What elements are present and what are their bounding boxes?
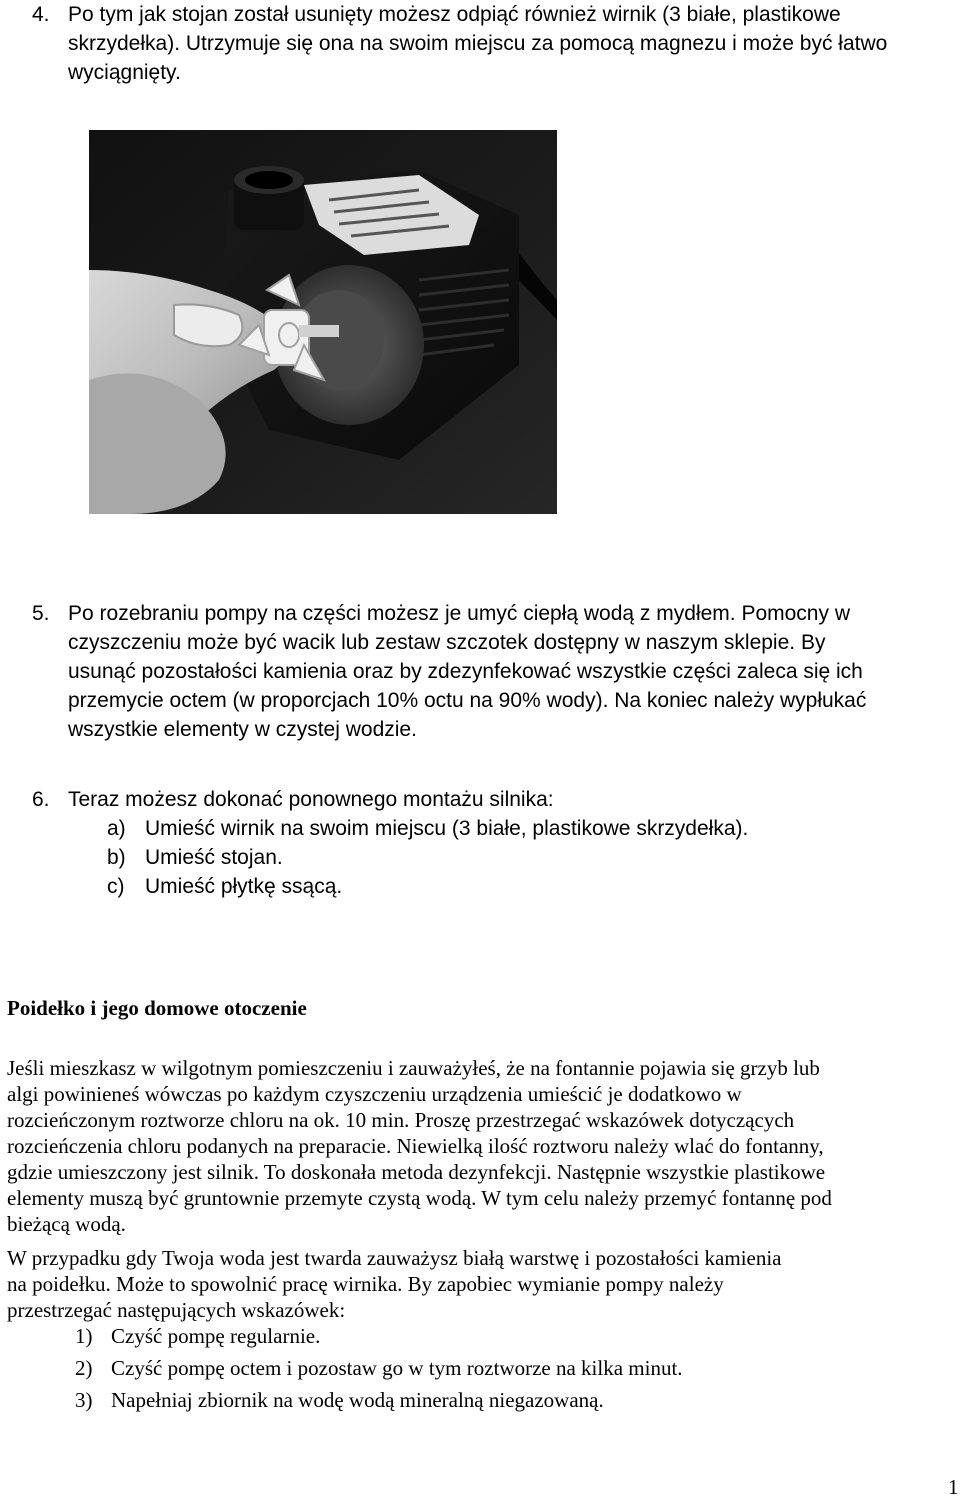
step-4-number: 4. — [32, 3, 50, 26]
paragraph-1-line: algi powinieneś wówczas po każdym czyszczeniu urządzenia umieścić je dodatkowo w — [7, 1082, 742, 1106]
step-5-line-4: przemycie octem (w proporcjach 10% octu na 90% wody). Na koniec należy wypłukać — [68, 689, 867, 712]
paragraph-1-line: elementy muszą być gruntownie przemyte czystą wodą. W tym celu należy przemyć fontannę pod — [7, 1186, 832, 1210]
step-6-sub-a-text: Umieść wirnik na swoim miejscu (3 białe, plastikowe skrzydełka). — [145, 817, 749, 840]
step-6-sub-b-label: b) — [107, 846, 126, 869]
step-5-line-5: wszystkie elementy w czystej wodzie. — [68, 718, 417, 741]
step-6-line-1: Teraz możesz dokonać ponownego montażu silnika: — [68, 788, 554, 811]
pump-impeller-photo — [89, 130, 557, 514]
paragraph-1-line: rozcieńczenia chloru podanych na preparacie. Niewielką ilość roztworu należy wlać do fontanny, — [7, 1134, 824, 1158]
paragraph-2-line: W przypadku gdy Twoja woda jest twarda zauważysz białą warstwę i pozostałości kamienia — [7, 1246, 782, 1270]
step-5-line-2: czyszczeniu może być wacik lub zestaw szczotek dostępny w naszym sklepie. By — [68, 631, 826, 654]
step-6-sub-a-label: a) — [107, 817, 126, 840]
tip-3-label: 3) — [75, 1388, 93, 1412]
tip-3-text: Napełniaj zbiornik na wodę wodą mineralną niegazowaną. — [111, 1388, 604, 1412]
paragraph-1-line: gdzie umieszczony jest silnik. To doskonała metoda dezynfekcji. Następnie wszystkie plastikowe — [7, 1160, 826, 1184]
paragraph-2-line: przestrzegać następujących wskazówek: — [7, 1298, 346, 1322]
step-5-line-3: usunąć pozostałości kamienia oraz by zdezynfekować wszystkie części zaleca się ich — [68, 660, 863, 683]
paragraph-1-line: bieżącą wodą. — [7, 1212, 126, 1236]
step-4-line-2: skrzydełka). Utrzymuje się ona na swoim miejscu za pomocą magnezu i może być łatwo — [68, 32, 888, 55]
tip-1-label: 1) — [75, 1324, 93, 1348]
page-number: 1 — [948, 1475, 959, 1499]
step-5-line-1: Po rozebraniu pompy na części możesz je umyć ciepłą wodą z mydłem. Pomocny w — [68, 602, 850, 625]
step-5-number: 5. — [32, 602, 50, 625]
section-heading: Poidełko i jego domowe otoczenie — [7, 996, 307, 1020]
paragraph-1-line: Jeśli mieszkasz w wilgotnym pomieszczeniu i zauważyłeś, że na fontannie pojawia się grzyb lub — [7, 1056, 820, 1080]
step-4-line-3: wyciągnięty. — [68, 61, 181, 84]
tip-1-text: Czyść pompę regularnie. — [111, 1324, 321, 1348]
step-6-sub-b-text: Umieść stojan. — [145, 846, 283, 869]
paragraph-1-line: rozcieńczonym roztworze chloru na ok. 10 min. Proszę przestrzegać wskazówek dotyczących — [7, 1108, 795, 1132]
paragraph-2-line: na poidełku. Może to spowolnić pracę wirnika. By zapobiec wymianie pompy należy — [7, 1272, 724, 1296]
step-6-sub-c-text: Umieść płytkę ssącą. — [145, 875, 343, 898]
tip-2-text: Czyść pompę octem i pozostaw go w tym roztworze na kilka minut. — [111, 1356, 683, 1380]
step-4-line-1: Po tym jak stojan został usunięty możesz odpiąć również wirnik (3 białe, plastikowe — [68, 3, 841, 26]
tip-2-label: 2) — [75, 1356, 93, 1380]
step-6-number: 6. — [32, 788, 50, 811]
step-6-sub-c-label: c) — [107, 875, 125, 898]
